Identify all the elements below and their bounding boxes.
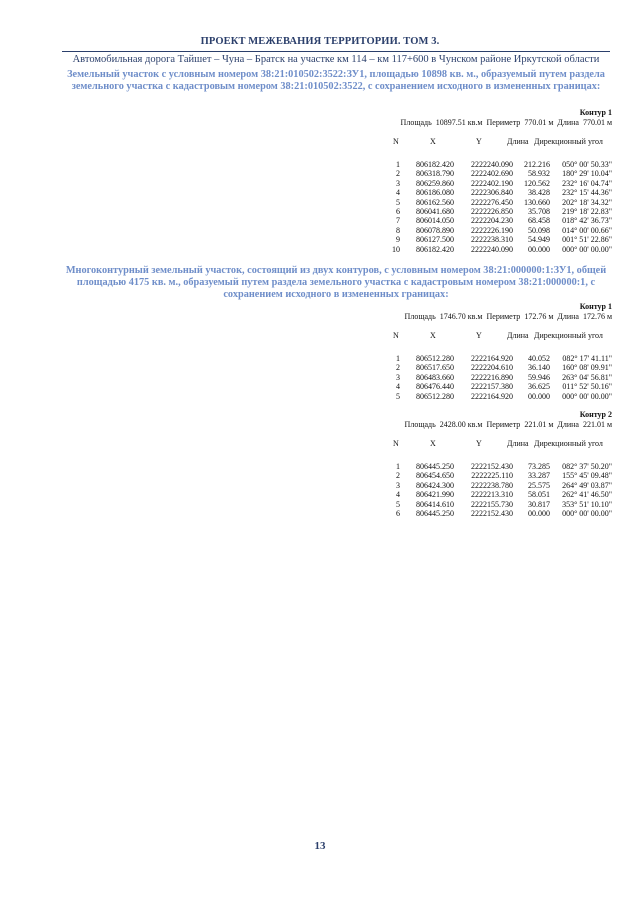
- table-row: [300, 198, 612, 207]
- y-coordinate: 2222216.890: [471, 372, 513, 382]
- point-number: 2: [396, 169, 400, 179]
- point-number: 7: [396, 216, 400, 226]
- table-row: [300, 382, 612, 391]
- document-subtitle: Автомобильная дорога Тайшет – Чуна – Братск на участке км 114 – км 117+600 в Чунском районе Иркутской области: [72, 54, 600, 65]
- table-header: [300, 331, 612, 342]
- table-row: [300, 188, 612, 197]
- direction-angle: 180° 29' 10.04": [562, 169, 612, 179]
- direction-angle: 264° 49' 03.87": [562, 480, 612, 490]
- segment-length: 120.562: [524, 178, 550, 188]
- segment-length: 36.140: [528, 363, 550, 373]
- y-coordinate: 2222157.380: [471, 382, 513, 392]
- table-row: [300, 216, 612, 225]
- x-coordinate: 806162.560: [416, 197, 454, 207]
- y-coordinate: 2222402.190: [471, 178, 513, 188]
- contour-block-3: [300, 410, 612, 518]
- x-coordinate: 806445.250: [416, 462, 454, 471]
- x-coordinate: 806483.660: [416, 372, 454, 382]
- direction-angle: 202° 18' 34.32": [562, 197, 612, 207]
- coordinates-table: [300, 462, 612, 518]
- segment-length: 54.949: [528, 235, 550, 245]
- y-coordinate: 2222226.190: [471, 225, 513, 235]
- contour-label: Контур 2: [579, 410, 612, 419]
- direction-angle: 082° 17' 41.11": [562, 354, 612, 363]
- area-value: 1746.70: [439, 312, 466, 321]
- table-row: [300, 509, 612, 518]
- point-number: 3: [396, 480, 400, 490]
- column-header-y: Y: [476, 137, 482, 146]
- x-coordinate: 806127.500: [416, 235, 454, 245]
- y-coordinate: 2222204.610: [471, 363, 513, 373]
- segment-length: 36.625: [528, 382, 550, 392]
- y-coordinate: 2222204.230: [471, 216, 513, 226]
- column-header-x: X: [430, 439, 436, 448]
- segment-length: 38.428: [528, 188, 550, 198]
- area-value: 10897.51: [435, 118, 466, 127]
- y-coordinate: 2222238.780: [471, 480, 513, 490]
- y-coordinate: 2222225.110: [471, 471, 513, 481]
- length-label: Длина: [557, 312, 579, 321]
- table-row: [300, 363, 612, 372]
- direction-angle: 263° 04' 56.81": [562, 372, 612, 382]
- column-header-length: Длина: [507, 331, 529, 340]
- y-coordinate: 2222306.840: [471, 188, 513, 198]
- direction-angle: 000° 00' 00.00": [562, 508, 612, 518]
- y-coordinate: 2222276.450: [471, 197, 513, 207]
- document-title: ПРОЕКТ МЕЖЕВАНИЯ ТЕРРИТОРИИ. ТОМ 3.: [200, 36, 440, 47]
- table-row: [300, 179, 612, 188]
- length-unit: м: [606, 118, 612, 127]
- segment-length: 00.000: [528, 508, 550, 518]
- column-header-x: X: [430, 137, 436, 146]
- segment-length: 73.285: [528, 462, 550, 471]
- perimeter-unit: м: [548, 118, 554, 127]
- x-coordinate: 806041.680: [416, 206, 454, 216]
- table-row: [300, 207, 612, 216]
- point-number: 3: [396, 178, 400, 188]
- contour-label: Контур 1: [579, 302, 612, 311]
- direction-angle: 000° 00' 00.00": [562, 391, 612, 401]
- length-label: Длина: [557, 420, 579, 429]
- segment-length: 00.000: [528, 391, 550, 401]
- perimeter-unit: м: [548, 312, 554, 321]
- length-value: 221.01: [582, 420, 605, 429]
- x-coordinate: 806517.650: [416, 363, 454, 373]
- contour-block-1: [300, 108, 612, 254]
- page-number: 13: [314, 840, 326, 852]
- coordinates-table: [300, 354, 612, 401]
- perimeter-value: 221.01: [524, 420, 547, 429]
- table-row: [300, 169, 612, 178]
- x-coordinate: 806078.890: [416, 225, 454, 235]
- point-number: 4: [396, 188, 400, 198]
- y-coordinate: 2222238.310: [471, 235, 513, 245]
- point-number: 5: [396, 499, 400, 509]
- direction-angle: 232° 15' 44.36": [562, 188, 612, 198]
- y-coordinate: 2222226.850: [471, 206, 513, 216]
- y-coordinate: 2222152.430: [471, 462, 513, 471]
- x-coordinate: 806318.790: [416, 169, 454, 179]
- segment-length: 50.098: [528, 225, 550, 235]
- column-header-length: Длина: [507, 137, 529, 146]
- point-number: 9: [396, 235, 400, 245]
- area-label: Площадь: [404, 312, 436, 321]
- x-coordinate: 806424.300: [416, 480, 454, 490]
- x-coordinate: 806512.280: [416, 354, 454, 363]
- section-heading-2: Многоконтурный земельный участок, состоящий из двух контуров, с условным номером 38:21:000000:1:ЗУ1, общей площадью 4175 кв. м., образуемый путем раздела земельного участка с кадастровым номером 38:21:000000:1, с сохранением исходного в измененных границах:: [65, 265, 607, 301]
- y-coordinate: 2222164.920: [471, 354, 513, 363]
- y-coordinate: 2222164.920: [471, 391, 513, 401]
- length-unit: м: [606, 420, 612, 429]
- x-coordinate: 806182.420: [416, 160, 454, 169]
- y-coordinate: 2222240.090: [471, 244, 513, 254]
- area-label: Площадь: [404, 420, 436, 429]
- point-number: 1: [396, 462, 400, 471]
- perimeter-label: Периметр: [486, 118, 521, 127]
- table-row: [300, 490, 612, 499]
- title-divider: [62, 51, 610, 52]
- table-row: [300, 471, 612, 480]
- direction-angle: 219° 18' 22.83": [562, 206, 612, 216]
- point-number: 5: [396, 391, 400, 401]
- table-row: [300, 160, 612, 169]
- column-header-n: N: [393, 439, 399, 448]
- area-unit: кв.м: [467, 312, 483, 321]
- y-coordinate: 2222152.430: [471, 508, 513, 518]
- column-header-y: Y: [476, 439, 482, 448]
- area-unit: кв.м: [467, 420, 483, 429]
- column-header-angle: Дирекционный угол: [534, 137, 603, 146]
- y-coordinate: 2222155.730: [471, 499, 513, 509]
- x-coordinate: 806182.420: [416, 244, 454, 254]
- direction-angle: 232° 16' 04.74": [562, 178, 612, 188]
- x-coordinate: 806421.990: [416, 490, 454, 500]
- segment-length: 58.932: [528, 169, 550, 179]
- point-number: 1: [396, 160, 400, 169]
- direction-angle: 082° 37' 50.20": [562, 462, 612, 471]
- direction-angle: 014° 00' 00.66": [562, 225, 612, 235]
- perimeter-label: Периметр: [486, 420, 521, 429]
- point-number: 4: [396, 490, 400, 500]
- x-coordinate: 806476.440: [416, 382, 454, 392]
- segment-length: 33.287: [528, 471, 550, 481]
- segment-length: 212.216: [524, 160, 550, 169]
- segment-length: 68.458: [528, 216, 550, 226]
- y-coordinate: 2222402.690: [471, 169, 513, 179]
- area-unit: кв.м: [467, 118, 483, 127]
- length-value: 770.01: [582, 118, 605, 127]
- segment-length: 35.708: [528, 206, 550, 216]
- table-header: [300, 439, 612, 450]
- length-unit: м: [606, 312, 612, 321]
- contour-label: Контур 1: [579, 108, 612, 117]
- column-header-n: N: [393, 137, 399, 146]
- segment-length: 25.575: [528, 480, 550, 490]
- direction-angle: 011° 52' 50.16": [562, 382, 612, 392]
- x-coordinate: 806414.610: [416, 499, 454, 509]
- column-header-n: N: [393, 331, 399, 340]
- column-header-angle: Дирекционный угол: [534, 331, 603, 340]
- point-number: 3: [396, 372, 400, 382]
- direction-angle: 001° 51' 22.86": [562, 235, 612, 245]
- column-header-angle: Дирекционный угол: [534, 439, 603, 448]
- direction-angle: 018° 42' 36.73": [562, 216, 612, 226]
- table-row: [300, 500, 612, 509]
- table-row: [300, 481, 612, 490]
- segment-length: 40.052: [528, 354, 550, 363]
- point-number: 5: [396, 197, 400, 207]
- y-coordinate: 2222240.090: [471, 160, 513, 169]
- point-number: 1: [396, 354, 400, 363]
- coordinates-table: [300, 160, 612, 254]
- perimeter-value: 172.76: [524, 312, 547, 321]
- segment-length: 30.817: [528, 499, 550, 509]
- section-heading-1: Земельный участок с условным номером 38:21:010502:3522:ЗУ1, площадью 10898 кв. м., образуемый путем раздела земельного участка с кадастровым номером 38:21:010502:3522, с сохранением исходного в измененных границах:: [67, 69, 605, 93]
- column-header-y: Y: [476, 331, 482, 340]
- table-row: [300, 373, 612, 382]
- area-value: 2428.00: [439, 420, 466, 429]
- length-value: 172.76: [582, 312, 605, 321]
- x-coordinate: 806454.650: [416, 471, 454, 481]
- column-header-length: Длина: [507, 439, 529, 448]
- x-coordinate: 806445.250: [416, 508, 454, 518]
- contour-block-2: [300, 302, 612, 401]
- table-row: [300, 226, 612, 235]
- perimeter-value: 770.01: [524, 118, 547, 127]
- table-row: [300, 462, 612, 471]
- table-row: [300, 245, 612, 254]
- column-header-x: X: [430, 331, 436, 340]
- direction-angle: 353° 51' 10.10": [562, 499, 612, 509]
- perimeter-label: Периметр: [486, 312, 521, 321]
- length-label: Длина: [557, 118, 579, 127]
- direction-angle: 000° 00' 00.00": [562, 244, 612, 254]
- table-row: [300, 392, 612, 401]
- x-coordinate: 806014.050: [416, 216, 454, 226]
- x-coordinate: 806259.860: [416, 178, 454, 188]
- segment-length: 00.000: [528, 244, 550, 254]
- y-coordinate: 2222213.310: [471, 490, 513, 500]
- point-number: 2: [396, 471, 400, 481]
- direction-angle: 160° 08' 09.91": [562, 363, 612, 373]
- segment-length: 58.051: [528, 490, 550, 500]
- x-coordinate: 806512.280: [416, 391, 454, 401]
- contour-summary: [300, 420, 612, 429]
- point-number: 2: [396, 363, 400, 373]
- direction-angle: 050° 00' 50.33": [562, 160, 612, 169]
- table-header: [300, 137, 612, 148]
- table-row: [300, 235, 612, 244]
- segment-length: 59.946: [528, 372, 550, 382]
- contour-summary: [300, 118, 612, 127]
- direction-angle: 262° 41' 46.50": [562, 490, 612, 500]
- direction-angle: 155° 45' 09.48": [562, 471, 612, 481]
- segment-length: 130.660: [524, 197, 550, 207]
- area-label: Площадь: [400, 118, 432, 127]
- point-number: 6: [396, 508, 400, 518]
- contour-summary: [300, 312, 612, 321]
- point-number: 6: [396, 206, 400, 216]
- table-row: [300, 354, 612, 363]
- perimeter-unit: м: [548, 420, 554, 429]
- point-number: 4: [396, 382, 400, 392]
- x-coordinate: 806186.080: [416, 188, 454, 198]
- point-number: 10: [392, 244, 400, 254]
- point-number: 8: [396, 225, 400, 235]
